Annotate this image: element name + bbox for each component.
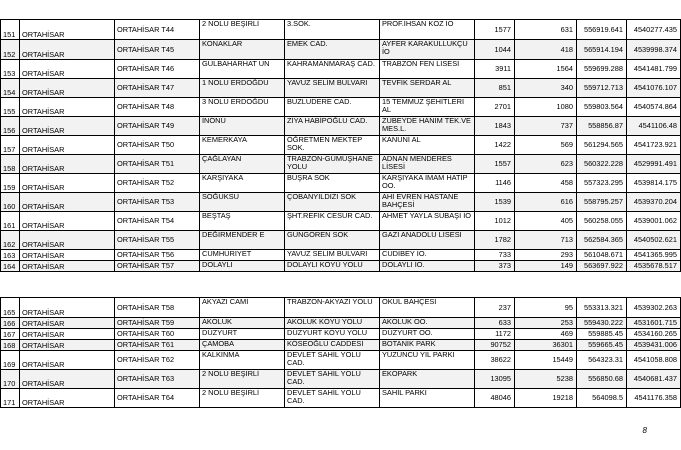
- cell-landmark: BOTANİK PARK: [380, 340, 475, 351]
- table-row: [1, 261, 681, 272]
- cell-x: 559665.45: [577, 340, 627, 351]
- cell-street: KÖSEOĞLU CADDESİ: [285, 340, 380, 351]
- cell-district: ORTAHİSAR: [20, 20, 115, 40]
- cell-v1: 633: [475, 318, 515, 329]
- cell-district: ORTAHİSAR: [20, 174, 115, 193]
- cell-landmark: ADNAN MENDERES LİSESİ: [380, 155, 475, 174]
- cell-v2: 737: [515, 117, 577, 136]
- cell-v1: 1422: [475, 136, 515, 155]
- cell-district: ORTAHİSAR: [20, 212, 115, 231]
- cell-landmark: PROF.İHSAN KOZ İO: [380, 20, 475, 40]
- cell-v1: 1539: [475, 193, 515, 212]
- table-row: [1, 318, 681, 329]
- cell-v1: 2701: [475, 98, 515, 117]
- cell-v1: 373: [475, 261, 515, 272]
- cell-code: ORTAHİSAR T54: [115, 212, 200, 231]
- cell-no: 155: [1, 98, 20, 117]
- cell-no: 169: [1, 351, 20, 370]
- cell-area: 2 NOLU BEŞİRLİ: [200, 389, 285, 408]
- cell-code: ORTAHİSAR T58: [115, 298, 200, 318]
- cell-area: KONAKLAR: [200, 40, 285, 60]
- cell-v1: 1012: [475, 212, 515, 231]
- cell-area: ÇAMOBA: [200, 340, 285, 351]
- cell-area: GÜLBAHARHAT UN: [200, 60, 285, 79]
- cell-area: BEŞTAŞ: [200, 212, 285, 231]
- cell-street: YAVUZ SELİM BULVARI: [285, 250, 380, 261]
- cell-x: 564098.5: [577, 389, 627, 408]
- page-number: 8: [642, 426, 647, 435]
- table-row: [1, 340, 681, 351]
- cell-landmark: KARŞIYAKA İMAM HATİP OO.: [380, 174, 475, 193]
- cell-no: 171: [1, 389, 20, 408]
- cell-no: 166: [1, 318, 20, 329]
- cell-y: 4535678.517: [627, 261, 681, 272]
- cell-v2: 469: [515, 329, 577, 340]
- cell-x: 557323.295: [577, 174, 627, 193]
- cell-district: ORTAHİSAR: [20, 155, 115, 174]
- cell-v2: 418: [515, 40, 577, 60]
- cell-code: ORTAHİSAR T46: [115, 60, 200, 79]
- cell-district: ORTAHİSAR: [20, 98, 115, 117]
- cell-v2: 569: [515, 136, 577, 155]
- cell-y: 4539370.204: [627, 193, 681, 212]
- cell-x: 559803.564: [577, 98, 627, 117]
- cell-street: ÖĞRETMEN MEKTEP SOK.: [285, 136, 380, 155]
- cell-y: 4539001.062: [627, 212, 681, 231]
- cell-code: ORTAHİSAR T51: [115, 155, 200, 174]
- cell-code: ORTAHİSAR T52: [115, 174, 200, 193]
- cell-x: 559430.222: [577, 318, 627, 329]
- cell-area: DEĞİRMENDER E: [200, 231, 285, 250]
- cell-district: ORTAHİSAR: [20, 351, 115, 370]
- cell-district: ORTAHİSAR: [20, 40, 115, 60]
- cell-x: 561294.565: [577, 136, 627, 155]
- table-row: [1, 193, 681, 212]
- cell-y: 4540502.621: [627, 231, 681, 250]
- cell-v2: 631: [515, 20, 577, 40]
- table-row: [1, 212, 681, 231]
- cell-landmark: AHMET YAYLA SUBAŞI İO: [380, 212, 475, 231]
- cell-v1: 1557: [475, 155, 515, 174]
- cell-street: 3.SOK.: [285, 20, 380, 40]
- table-row: [1, 250, 681, 261]
- cell-no: 164: [1, 261, 20, 272]
- cell-no: 162: [1, 231, 20, 250]
- cell-x: 563697.922: [577, 261, 627, 272]
- cell-area: 2 NOLU BEŞİRLİ: [200, 370, 285, 389]
- cell-x: 559712.713: [577, 79, 627, 98]
- cell-x: 553313.321: [577, 298, 627, 318]
- cell-area: DOLAYLI: [200, 261, 285, 272]
- cell-v2: 293: [515, 250, 577, 261]
- table-row: [1, 298, 681, 318]
- cell-x: 556850.68: [577, 370, 627, 389]
- cell-y: 4539998.374: [627, 40, 681, 60]
- cell-landmark: SAHİL PARKI: [380, 389, 475, 408]
- cell-x: 558795.257: [577, 193, 627, 212]
- cell-district: ORTAHİSAR: [20, 389, 115, 408]
- cell-code: ORTAHİSAR T49: [115, 117, 200, 136]
- cell-no: 157: [1, 136, 20, 155]
- cell-area: KARŞIYAKA: [200, 174, 285, 193]
- cell-street: GÜNGÖREN SOK: [285, 231, 380, 250]
- cell-street: ZİYA HABİPOĞLU CAD.: [285, 117, 380, 136]
- cell-v2: 1080: [515, 98, 577, 117]
- cell-street: AKOLUK KÖYÜ YOLU: [285, 318, 380, 329]
- cell-code: ORTAHİSAR T55: [115, 231, 200, 250]
- cell-no: 170: [1, 370, 20, 389]
- cell-x: 560322.228: [577, 155, 627, 174]
- cell-v1: 1044: [475, 40, 515, 60]
- cell-no: 153: [1, 60, 20, 79]
- cell-no: 156: [1, 117, 20, 136]
- table-row: [1, 231, 681, 250]
- cell-district: ORTAHİSAR: [20, 370, 115, 389]
- cell-no: 161: [1, 212, 20, 231]
- cell-v1: 3911: [475, 60, 515, 79]
- cell-v2: 713: [515, 231, 577, 250]
- cell-area: İNÖNÜ: [200, 117, 285, 136]
- cell-v1: 1146: [475, 174, 515, 193]
- cell-landmark: TEVFİK SERDAR AL: [380, 79, 475, 98]
- cell-y: 4541176.358: [627, 389, 681, 408]
- table-row: [1, 40, 681, 60]
- cell-landmark: AYFER KARAKULLUKÇU İO: [380, 40, 475, 60]
- cell-code: ORTAHİSAR T59: [115, 318, 200, 329]
- cell-no: 154: [1, 79, 20, 98]
- cell-y: 4534160.265: [627, 329, 681, 340]
- cell-v2: 340: [515, 79, 577, 98]
- cell-y: 4541481.799: [627, 60, 681, 79]
- cell-x: 564323.31: [577, 351, 627, 370]
- cell-no: 152: [1, 40, 20, 60]
- table-row: [1, 136, 681, 155]
- cell-v2: 5238: [515, 370, 577, 389]
- table-row: [1, 389, 681, 408]
- cell-street: TRABZON-GÜMÜŞHANE YOLU: [285, 155, 380, 174]
- table-row: [1, 20, 681, 40]
- cell-v1: 38622: [475, 351, 515, 370]
- cell-y: 4540277.435: [627, 20, 681, 40]
- cell-code: ORTAHİSAR T44: [115, 20, 200, 40]
- cell-no: 151: [1, 20, 20, 40]
- table-row: [1, 60, 681, 79]
- cell-district: ORTAHİSAR: [20, 261, 115, 272]
- cell-v2: 15449: [515, 351, 577, 370]
- cell-area: AKYAZI CAMİ: [200, 298, 285, 318]
- cell-district: ORTAHİSAR: [20, 136, 115, 155]
- cell-no: 168: [1, 340, 20, 351]
- cell-no: 167: [1, 329, 20, 340]
- cell-v2: 253: [515, 318, 577, 329]
- cell-district: ORTAHİSAR: [20, 329, 115, 340]
- cell-v2: 36301: [515, 340, 577, 351]
- cell-street: BUZLUDERE CAD.: [285, 98, 380, 117]
- cell-landmark: ZÜBEYDE HANIM TEK.VE MES.L.: [380, 117, 475, 136]
- cell-y: 4540574.864: [627, 98, 681, 117]
- cell-street: DÜZYURT KÖYÜ YOLU: [285, 329, 380, 340]
- cell-landmark: DÜZYURT OO.: [380, 329, 475, 340]
- cell-v2: 95: [515, 298, 577, 318]
- cell-x: 565914.194: [577, 40, 627, 60]
- cell-y: 4541058.808: [627, 351, 681, 370]
- table-row: [1, 117, 681, 136]
- cell-v1: 1172: [475, 329, 515, 340]
- cell-area: 2 NOLU BEŞİRLİ: [200, 20, 285, 40]
- cell-district: ORTAHİSAR: [20, 298, 115, 318]
- cell-y: 4541365.995: [627, 250, 681, 261]
- cell-code: ORTAHİSAR T63: [115, 370, 200, 389]
- cell-street: BÜŞRA SOK: [285, 174, 380, 193]
- cell-v2: 616: [515, 193, 577, 212]
- cell-street: TRABZON-AKYAZI YOLU: [285, 298, 380, 318]
- cell-v2: 19218: [515, 389, 577, 408]
- cell-landmark: AHİ EVREN HASTANE BAHÇESİ: [380, 193, 475, 212]
- cell-y: 4531601.715: [627, 318, 681, 329]
- cell-area: CUMHURİYET: [200, 250, 285, 261]
- polling-table-1: [0, 19, 681, 272]
- cell-landmark: OKUL BAHÇESİ: [380, 298, 475, 318]
- cell-code: ORTAHİSAR T48: [115, 98, 200, 117]
- cell-no: 160: [1, 193, 20, 212]
- cell-v1: 13095: [475, 370, 515, 389]
- polling-table-2: [0, 297, 681, 408]
- cell-area: KEMERKAYA: [200, 136, 285, 155]
- cell-street: ÇOBANYILDIZI SOK: [285, 193, 380, 212]
- table-row: [1, 174, 681, 193]
- cell-code: ORTAHİSAR T61: [115, 340, 200, 351]
- cell-district: ORTAHİSAR: [20, 193, 115, 212]
- cell-code: ORTAHİSAR T45: [115, 40, 200, 60]
- cell-v1: 237: [475, 298, 515, 318]
- cell-street: EMEK CAD.: [285, 40, 380, 60]
- cell-area: 3 NOLU ERDOĞDU: [200, 98, 285, 117]
- cell-district: ORTAHİSAR: [20, 117, 115, 136]
- cell-y: 4541723.921: [627, 136, 681, 155]
- cell-landmark: GAZİ ANADOLU LİSESİ: [380, 231, 475, 250]
- cell-v2: 1564: [515, 60, 577, 79]
- cell-landmark: EKOPARK: [380, 370, 475, 389]
- cell-v1: 1577: [475, 20, 515, 40]
- cell-district: ORTAHİSAR: [20, 318, 115, 329]
- cell-area: ÇAĞLAYAN: [200, 155, 285, 174]
- cell-v2: 458: [515, 174, 577, 193]
- cell-v1: 733: [475, 250, 515, 261]
- cell-v1: 1843: [475, 117, 515, 136]
- cell-code: ORTAHİSAR T50: [115, 136, 200, 155]
- cell-v1: 851: [475, 79, 515, 98]
- cell-v2: 405: [515, 212, 577, 231]
- cell-code: ORTAHİSAR T57: [115, 261, 200, 272]
- cell-code: ORTAHİSAR T62: [115, 351, 200, 370]
- table-row: [1, 98, 681, 117]
- cell-x: 559699.288: [577, 60, 627, 79]
- cell-area: DÜZYURT: [200, 329, 285, 340]
- cell-v1: 90752: [475, 340, 515, 351]
- cell-v2: 149: [515, 261, 577, 272]
- cell-y: 4539814.175: [627, 174, 681, 193]
- cell-x: 558856.87: [577, 117, 627, 136]
- cell-y: 4541106.48: [627, 117, 681, 136]
- table-row: [1, 329, 681, 340]
- cell-street: DEVLET SAHİL YOLU CAD.: [285, 389, 380, 408]
- cell-area: AKOLUK: [200, 318, 285, 329]
- cell-code: ORTAHİSAR T47: [115, 79, 200, 98]
- table-row: [1, 370, 681, 389]
- cell-district: ORTAHİSAR: [20, 340, 115, 351]
- cell-y: 4541076.107: [627, 79, 681, 98]
- cell-no: 159: [1, 174, 20, 193]
- cell-district: ORTAHİSAR: [20, 79, 115, 98]
- cell-area: 1 NOLU ERDOĞDU: [200, 79, 285, 98]
- cell-street: KAHRAMANMARAŞ CAD.: [285, 60, 380, 79]
- cell-district: ORTAHİSAR: [20, 231, 115, 250]
- cell-x: 562584.365: [577, 231, 627, 250]
- cell-code: ORTAHİSAR T60: [115, 329, 200, 340]
- cell-street: DEVLET SAHİL YOLU CAD.: [285, 351, 380, 370]
- cell-y: 4539431.006: [627, 340, 681, 351]
- cell-district: ORTAHİSAR: [20, 60, 115, 79]
- cell-street: DEVLET SAHİL YOLU CAD.: [285, 370, 380, 389]
- cell-district: ORTAHİSAR: [20, 250, 115, 261]
- cell-street: ŞHT.REFİK CESUR CAD.: [285, 212, 380, 231]
- cell-no: 158: [1, 155, 20, 174]
- cell-code: ORTAHİSAR T64: [115, 389, 200, 408]
- cell-x: 559885.45: [577, 329, 627, 340]
- cell-x: 556919.641: [577, 20, 627, 40]
- cell-landmark: DOLAYLI İO.: [380, 261, 475, 272]
- cell-y: 4529991.491: [627, 155, 681, 174]
- cell-landmark: KANUNİ AL: [380, 136, 475, 155]
- cell-y: 4540681.437: [627, 370, 681, 389]
- cell-no: 165: [1, 298, 20, 318]
- cell-v1: 1782: [475, 231, 515, 250]
- cell-v2: 623: [515, 155, 577, 174]
- cell-x: 561048.671: [577, 250, 627, 261]
- table-row: [1, 351, 681, 370]
- cell-landmark: AKOLUK OO.: [380, 318, 475, 329]
- cell-code: ORTAHİSAR T56: [115, 250, 200, 261]
- cell-no: 163: [1, 250, 20, 261]
- cell-street: YAVUZ SELİM BULVARI: [285, 79, 380, 98]
- cell-landmark: YÜZÜNCÜ YIL PARKI: [380, 351, 475, 370]
- table-row: [1, 155, 681, 174]
- cell-landmark: CUDİBEY İO.: [380, 250, 475, 261]
- cell-landmark: TRABZON FEN LİSESİ: [380, 60, 475, 79]
- cell-x: 560258.055: [577, 212, 627, 231]
- cell-street: DOLAYLI KÖYÜ YOLU: [285, 261, 380, 272]
- cell-area: KALKINMA: [200, 351, 285, 370]
- table-row: [1, 79, 681, 98]
- cell-code: ORTAHİSAR T53: [115, 193, 200, 212]
- cell-v1: 48046: [475, 389, 515, 408]
- cell-landmark: 15 TEMMUZ ŞEHİTLERİ AL: [380, 98, 475, 117]
- cell-y: 4539302.263: [627, 298, 681, 318]
- cell-area: SOĞUKSU: [200, 193, 285, 212]
